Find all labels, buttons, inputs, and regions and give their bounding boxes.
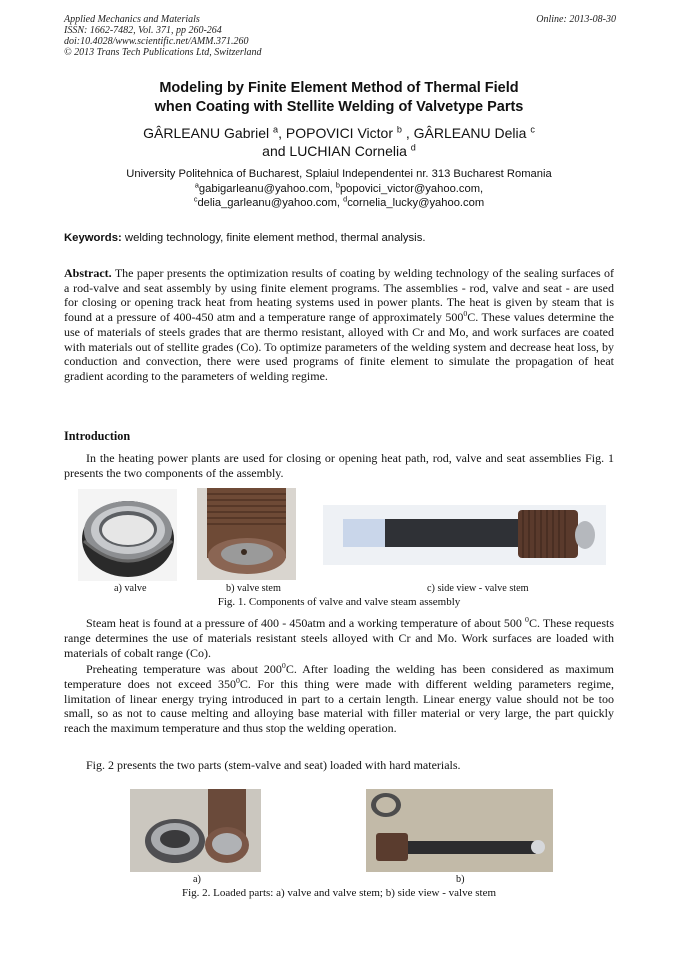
authors-line-2: and LUCHIAN Cornelia $^d$ [262, 142, 416, 159]
valve-stem-side-photo [323, 505, 606, 565]
email-a[interactable]: gabigarleanu@yahoo.com, [198, 182, 336, 195]
authors [64, 124, 614, 160]
online-date: Online: 2013-08-30 [536, 14, 616, 25]
author-4: and LUCHIAN Cornelia [262, 143, 407, 159]
fig1-caption: Fig. 1. Components of valve and valve steam assembly [217, 596, 461, 608]
valve-photo [78, 489, 177, 581]
fig2-caption: Fig. 2. Loaded parts: a) valve and valve stem; b) side view - valve stem [181, 887, 497, 899]
title-line-2: when Coating with Stellite Welding of Valvetype Parts [154, 99, 524, 115]
intro-paragraph: In the heating power plants are used for closing or opening heat path, rod, valve and seat assemblies Fig. 1 presents the two components of the assembly. [64, 451, 614, 480]
journal-header [64, 14, 616, 58]
emails-line-2: $^c$delia_garleanu@yahoo.com, $^d$cornelia_lucky@yahoo.com [193, 194, 485, 209]
loaded-valve-photo [130, 789, 261, 872]
copyright: © 2013 Trans Tech Publications Ltd, Switzerland [64, 47, 262, 58]
author-2: , POPOVICI Victor [278, 125, 393, 141]
fig2-caption-a: a) [193, 874, 201, 885]
loaded-valve-stem-photo [366, 789, 553, 872]
author-1: GÂRLEANU Gabriel [143, 125, 270, 141]
paragraph-preheating: Preheating temperature was about $200^0C$. After loading the welding has been considered as maximum temperature does not exceed $350^0C$. For this thing were made with different welding parameters regime, limitation of linear energy trying introduced in part to a certain length. Linear energy value should not be too small, so as not to cause melting and alloying base material with filler material or very large, the part quickly reach the maximum temperature and thus stop the welding operation. [64, 661, 614, 736]
keywords-label: Keywords: [64, 232, 122, 244]
keywords [64, 232, 616, 244]
fig1-caption-b: b) valve stem [226, 583, 281, 594]
abstract-label: Abstract. [64, 266, 112, 280]
author-3: , GÂRLEANU Delia [405, 125, 527, 141]
abstract: Abstract. The paper presents the optimization results of coating by welding technology of the sealing surfaces of a rod-valve and seat assembly by using finite element programs. The assemblies - rod, valve and seat - are used for closing or opening track heat from heating systems used in power plants. The heat is given by steam that is found at a pressure of 400-450 atm and a temperature range of approximately $500^0C$. These values determine the use of materials of steels grades that are thermo resistant, alloyed with Cr and Mo, and work surfaces are coated with materials out of stellite grades (Co). To optimize parameters of the welding system and decrease heat loss, by conduction and convection, there were used programs of finite element to simulate the propagation of heat gradient acording to the parameters of welding regime. [64, 266, 614, 383]
email-d[interactable]: cornelia_lucky@yahoo.com [347, 197, 485, 209]
title-line-1: Modeling by Finite Element Method of Thermal Field [159, 80, 519, 96]
email-c[interactable]: delia_garleanu@yahoo.com, [197, 197, 344, 209]
affiliation [64, 167, 614, 211]
issn: ISSN: 1662-7482, Vol. 371, pp 260-264 [64, 25, 222, 36]
paragraph-steam: Steam heat is found at a pressure of 400 - 450atm and a working temperature of about 500 $^0$C. These requests range determines the use of materials resistant steels alloyed with Cr and Mo. Work surfaces are loaded with materials of cobalt range (Co). [64, 615, 614, 660]
paper-title [64, 79, 614, 117]
section-title-introduction: Introduction [64, 429, 131, 443]
emails-line-1: $^a$gabigarleanu@yahoo.com, $^b$popovici_victor@yahoo.com, [194, 179, 484, 195]
doi: doi:10.4028/www.scientific.net/AMM.371.260 [64, 36, 249, 47]
keywords-text: welding technology, finite element method, thermal analysis. [124, 232, 426, 244]
affiliation-address: University Politehnica of Bucharest, Splaiul Independentei nr. 313 Bucharest Romania [126, 168, 552, 180]
journal-name: Applied Mechanics and Materials [64, 14, 200, 25]
paragraph-fig2-intro: Fig. 2 presents the two parts (stem-valve and seat) loaded with hard materials. [86, 758, 461, 772]
fig1-caption-a: a) valve [114, 583, 147, 594]
email-b[interactable]: popovici_victor@yahoo.com, [339, 182, 484, 195]
valve-stem-photo [197, 488, 296, 580]
fig1-caption-c: c) side view - valve stem [427, 583, 529, 594]
fig2-caption-b: b) [456, 874, 465, 885]
authors-line-1: GÂRLEANU Gabriel $^a$, POPOVICI Victor $^b$ , GÂRLEANU Delia $^c$ [143, 124, 535, 141]
